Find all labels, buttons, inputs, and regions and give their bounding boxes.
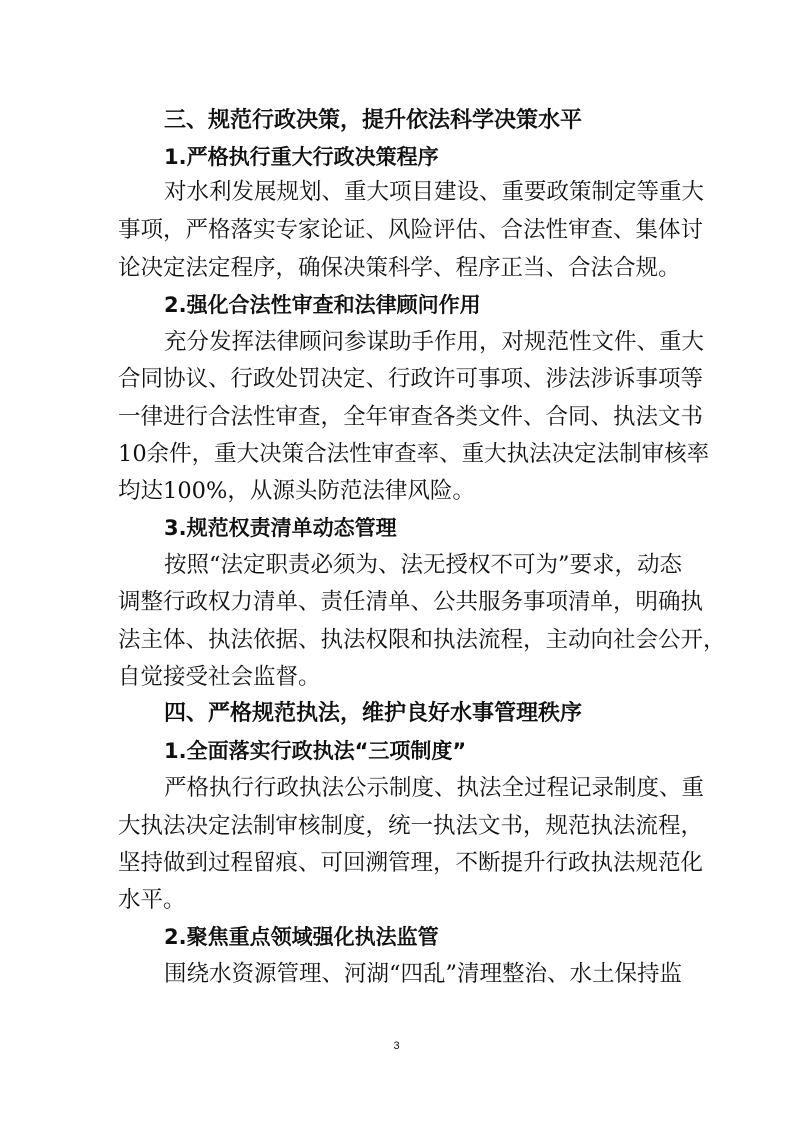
paragraph-line: 10余件，重大决策合法性审查率、重大执法决定法制审核率 bbox=[118, 441, 710, 467]
paragraph-line: 自觉接受社会监督。 bbox=[118, 664, 321, 690]
paragraph-line: 法主体、执法依据、执法权限和执法流程，主动向社会公开， bbox=[118, 627, 726, 653]
section-4-2-heading: 2.聚焦重点领域强化执法监管 bbox=[164, 925, 439, 949]
paragraph-line: 均达100%，从源头防范法律风险。 bbox=[118, 478, 475, 504]
page-number: 3 bbox=[393, 1040, 400, 1052]
section-3-3-heading: 3.规范权责清单动态管理 bbox=[164, 516, 397, 540]
paragraph-line: 严格执行行政执法公示制度、执法全过程记录制度、重 bbox=[164, 775, 705, 801]
paragraph-line: 事项，严格落实专家论证、风险评估、合法性审查、集体讨 bbox=[118, 217, 704, 243]
section-3-2-heading: 2.强化合法性审查和法律顾问作用 bbox=[164, 293, 481, 317]
paragraph-line: 围绕水资源管理、河湖“四乱”清理整治、水土保持监 bbox=[164, 961, 683, 987]
paragraph-line: 充分发挥法律顾问参谋助手作用，对规范性文件、重大 bbox=[164, 329, 705, 355]
section-4-1-heading: 1.全面落实行政执法“三项制度” bbox=[164, 739, 467, 763]
paragraph-line: 对水利发展规划、重大项目建设、重要政策制定等重大 bbox=[164, 179, 705, 205]
paragraph-line: 水平。 bbox=[118, 887, 186, 913]
paragraph-line: 坚持做到过程留痕、可回溯管理，不断提升行政执法规范化 bbox=[118, 850, 704, 876]
paragraph-line: 大执法决定法制审核制度，统一执法文书，规范执法流程， bbox=[118, 813, 704, 839]
section-4-heading: 四、严格规范执法，维护良好水事管理秩序 bbox=[164, 701, 583, 726]
section-3-heading: 三、规范行政决策，提升依法科学决策水平 bbox=[164, 108, 583, 133]
paragraph-line: 按照“法定职责必须为、法无授权不可为”要求，动态 bbox=[164, 552, 683, 578]
paragraph-line: 论决定法定程序，确保决策科学、程序正当、合法合规。 bbox=[118, 255, 681, 281]
section-3-1-heading: 1.严格执行重大行政决策程序 bbox=[164, 145, 439, 169]
paragraph-line: 合同协议、行政处罚决定、行政许可事项、涉法涉诉事项等 bbox=[118, 366, 704, 392]
paragraph-line: 调整行政权力清单、责任清单、公共服务事项清单，明确执 bbox=[118, 589, 704, 615]
paragraph-line: 一律进行合法性审查，全年审查各类文件、合同、执法文书 bbox=[118, 404, 704, 430]
